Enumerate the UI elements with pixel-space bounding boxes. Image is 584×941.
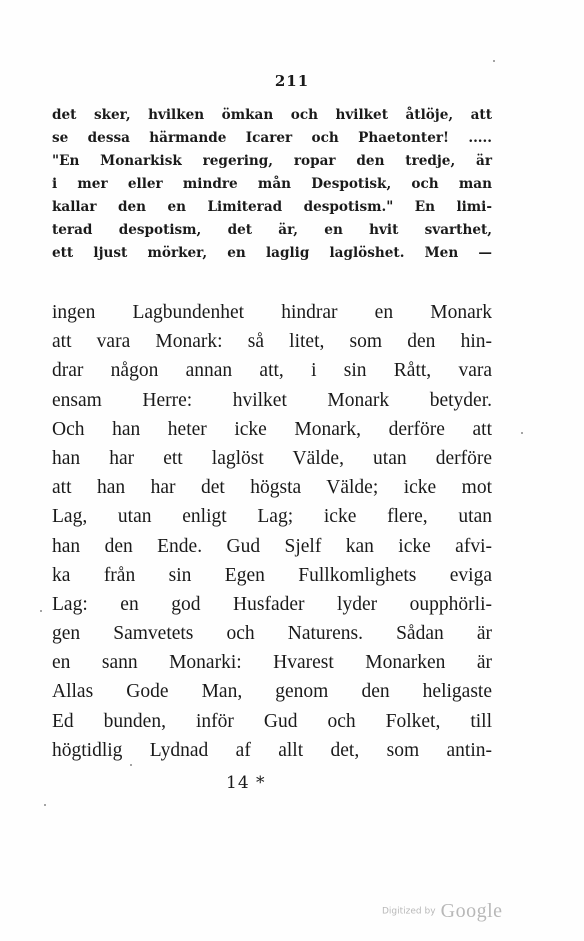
text-line: ensam Herre: hvilket Monark betyder. (52, 389, 492, 411)
text-line: "En Monarkisk regering, ropar den tredje, är (52, 153, 492, 169)
text-line: Lag: en god Husfader lyder oupphörli- (52, 593, 492, 615)
text-line: gen Samvetets och Naturens. Sådan är (52, 623, 492, 645)
text-line: drar någon annan att, i sin Rått, vara (52, 360, 492, 382)
text-line: Allas Gode Man, genom den heligaste (52, 681, 492, 703)
signature-mark: 14 * (226, 773, 266, 793)
text-line: en sann Monarki: Hvarest Monarken är (52, 652, 492, 674)
paper-speck (40, 610, 42, 612)
text-line: kallar den en Limiterad despotism." En limi- (52, 199, 492, 215)
text-line: ka från sin Egen Fullkomlighets eviga (52, 564, 492, 586)
text-line: Lag, utan enligt Lag; icke flere, utan (52, 506, 492, 528)
text-line: se dessa härmande Icarer och Phaetonter! ..... (52, 130, 492, 146)
small-type-paragraph (52, 104, 492, 265)
paper-speck (521, 432, 523, 434)
paper-speck (44, 804, 46, 806)
text-line: ingen Lagbundenhet hindrar en Monark (52, 302, 492, 323)
paper-speck (130, 764, 132, 766)
paper-speck (493, 60, 495, 62)
text-line: Och han heter icke Monark, derföre att (52, 418, 492, 440)
digitization-watermark (382, 900, 503, 923)
large-type-paragraph (52, 298, 492, 765)
watermark-digitized-text: Digitized by (382, 906, 436, 917)
text-line: högtidlig Lydnad af allt det, som antin- (52, 739, 492, 761)
text-line: ett ljust mörker, en laglig laglöshet. Men — (52, 245, 492, 261)
text-line: att vara Monark: så litet, som den hin- (52, 331, 492, 353)
text-line: i mer eller mindre mån Despotisk, och man (52, 176, 492, 192)
text-line: att han har det högsta Välde; icke mot (52, 477, 492, 499)
text-line: det sker, hvilken ömkan och hvilket åtlöje, att (52, 107, 492, 123)
page-number: 211 (274, 72, 310, 90)
text-line: terad despotism, det är, en hvit svarthet, (52, 222, 492, 238)
text-line: han har ett laglöst Välde, utan derföre (52, 447, 492, 469)
text-line: han den Ende. Gud Sjelf kan icke afvi- (52, 535, 492, 557)
watermark-brand-logo: Google (440, 900, 503, 922)
text-line: Ed bunden, inför Gud och Folket, till (52, 710, 492, 732)
